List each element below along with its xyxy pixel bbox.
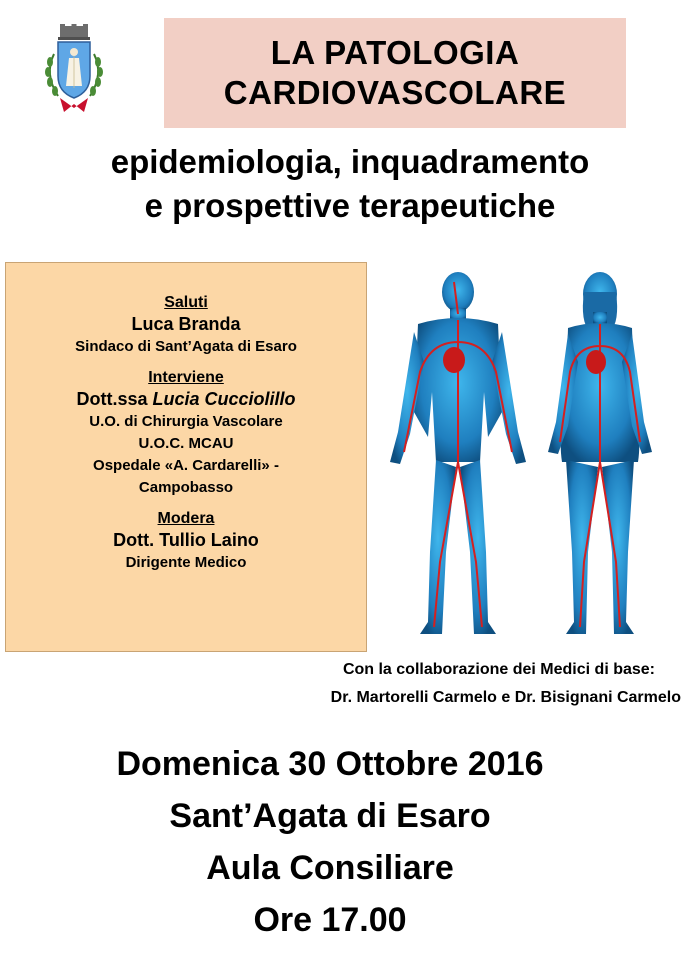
interviene-affiliation-1: U.O. di Chirurgia Vascolare — [89, 413, 283, 430]
event-place: Sant’Agata di Esaro — [169, 797, 491, 835]
modera-name: Dott. Tullio Laino — [113, 530, 259, 550]
event-time: Ore 17.00 — [253, 901, 407, 939]
interviene-title: Dott.ssa — [76, 389, 148, 409]
saluti-label: Saluti — [164, 294, 208, 311]
subtitle-line-2: e prospettive terapeutiche — [144, 187, 556, 224]
event-details — [0, 738, 660, 946]
title-line-1: LA PATOLOGIA — [270, 34, 520, 71]
collaboration-line-2: Dr. Martorelli Carmelo e Dr. Bisignani Carmelo — [330, 689, 681, 706]
male-body-figure — [390, 272, 526, 634]
title-banner — [164, 18, 626, 128]
modera-role: Dirigente Medico — [125, 554, 247, 571]
title-line-2: CARDIOVASCOLARE — [223, 74, 567, 111]
collaboration-line-1: Con la collaborazione dei Medici di base: — [342, 661, 655, 678]
event-date: Domenica 30 Ottobre 2016 — [116, 745, 544, 783]
interviene-affiliation-2: U.O.C. MCAU — [138, 435, 234, 452]
modera-label: Modera — [157, 510, 215, 527]
cardiovascular-anatomy-illustration — [380, 262, 690, 652]
collaboration-note — [330, 656, 681, 712]
subtitle-line-1: epidemiologia, inquadramento — [110, 143, 590, 180]
interviene-label: Interviene — [148, 369, 224, 386]
saluti-role: Sindaco di Sant’Agata di Esaro — [75, 338, 297, 355]
municipal-crest-logo — [36, 24, 112, 116]
subtitle — [0, 140, 700, 228]
event-venue: Aula Consiliare — [206, 849, 454, 887]
interviene-affiliation-3: Ospedale «A. Cardarelli» - — [93, 457, 279, 474]
saluti-name: Luca Branda — [131, 314, 241, 334]
female-body-figure — [548, 272, 652, 634]
interviene-name: Lucia Cucciolillo — [152, 389, 296, 409]
speakers-box — [5, 262, 367, 652]
interviene-affiliation-4: Campobasso — [138, 479, 234, 496]
interviene-speaker — [6, 388, 366, 411]
